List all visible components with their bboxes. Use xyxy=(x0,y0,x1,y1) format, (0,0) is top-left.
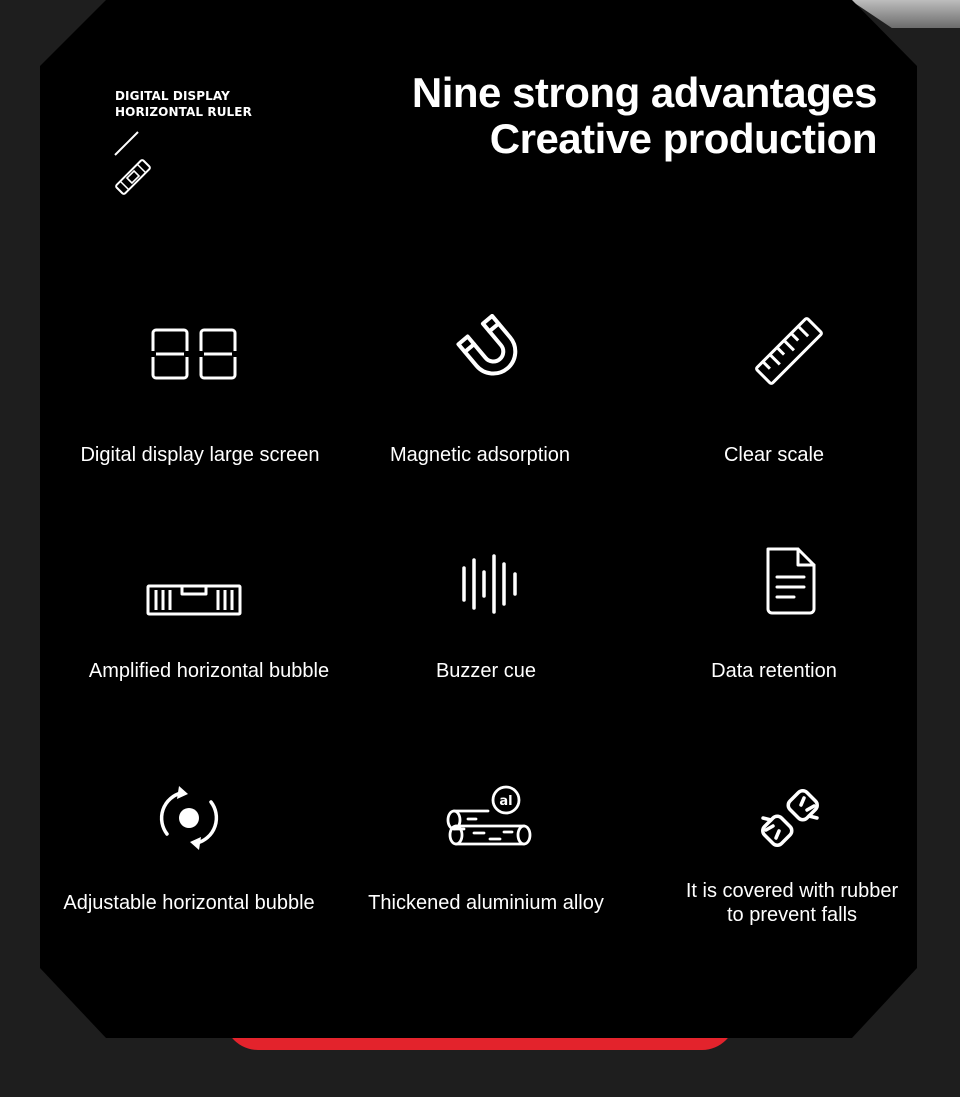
headline-line-1: Nine strong advantages xyxy=(411,69,877,116)
feature-label-aluminium: Thickened aluminium alloy xyxy=(368,892,604,914)
sound-wave-icon xyxy=(458,552,522,616)
feature-label-buzzer: Buzzer cue xyxy=(435,660,537,682)
aluminium-badge-text: al xyxy=(499,794,513,809)
feature-label-adjustable-bubble: Adjustable horizontal bubble xyxy=(63,892,315,914)
magnet-icon xyxy=(456,314,528,386)
aluminium-logs-icon xyxy=(444,782,532,850)
rotate-target-icon xyxy=(153,782,225,854)
brand-line-1: DIGITAL DISPLAY xyxy=(115,89,230,103)
brand-line-2: HORIZONTAL RULER xyxy=(115,105,252,119)
brand-name xyxy=(115,88,252,120)
headline-line-2: Creative production xyxy=(489,115,877,162)
spirit-level-logo-icon xyxy=(112,130,156,196)
headline xyxy=(412,70,877,162)
broken-link-icon xyxy=(754,782,826,854)
feature-label-data-retention: Data retention xyxy=(711,660,837,682)
feature-label-clear-scale: Clear scale xyxy=(723,444,825,466)
spirit-level-icon xyxy=(146,582,242,618)
feature-label-digital-display: Digital display large screen xyxy=(80,444,320,466)
feature-label-amplified-bubble: Amplified horizontal bubble xyxy=(88,660,330,682)
feature-label-magnetic: Magnetic adsorption xyxy=(389,444,571,466)
document-icon xyxy=(762,545,820,617)
digital-88-icon xyxy=(151,327,237,381)
ruler-icon xyxy=(749,311,829,391)
feature-label-rubber-cover: It is covered with rubber to prevent falls xyxy=(685,880,899,926)
